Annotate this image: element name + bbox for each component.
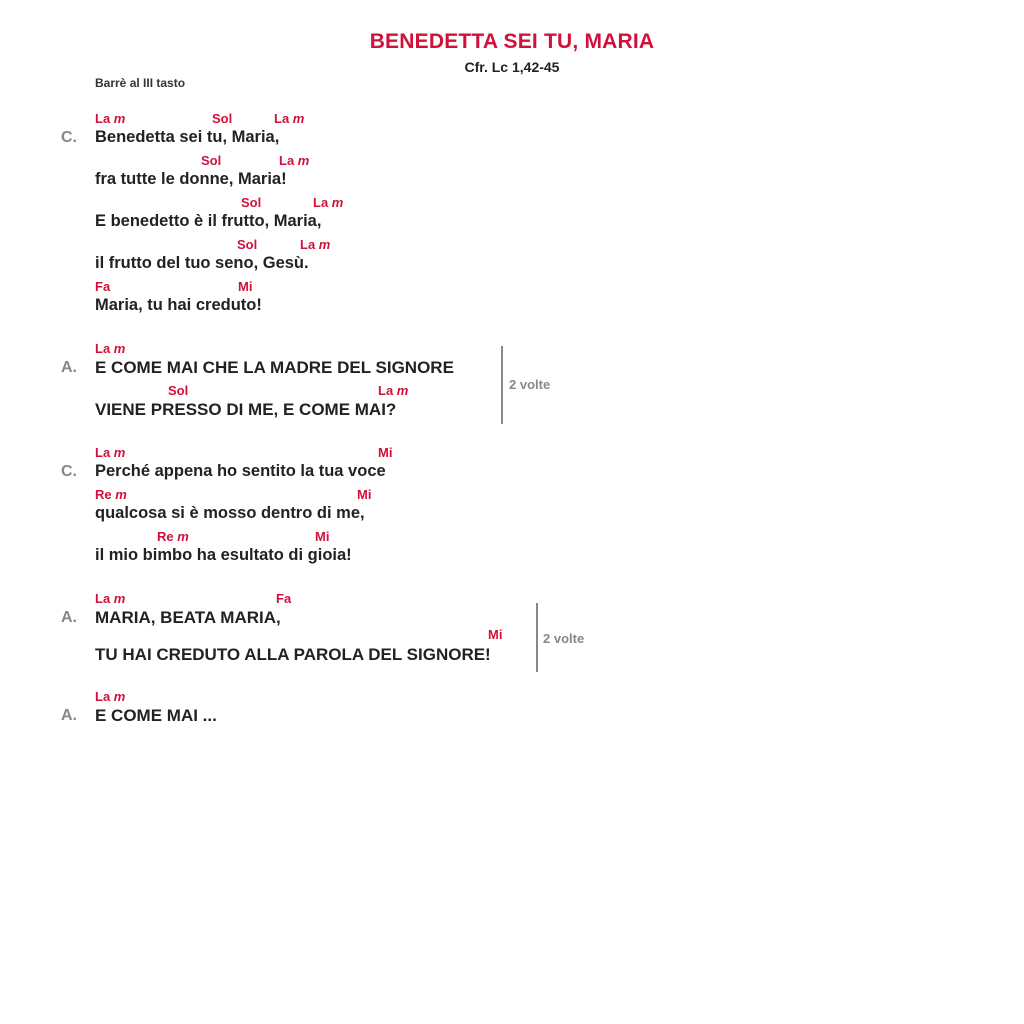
chord-la-minor: La m <box>313 195 344 210</box>
repeat-bracket <box>501 346 503 424</box>
chord-mi: Mi <box>378 445 393 460</box>
chord-fa: Fa <box>276 591 292 606</box>
chord-re-minor: Re m <box>95 487 127 502</box>
section-marker-assemblea: A. <box>61 707 77 724</box>
lyric-line: Benedetta sei tu, Maria, <box>95 128 280 146</box>
chord-la-minor: La m <box>300 237 331 252</box>
lyric-line: qualcosa si è mosso dentro di me, <box>95 504 365 522</box>
chord-sol: Sol <box>241 195 262 210</box>
lyric-line: E COME MAI CHE LA MADRE DEL SIGNORE <box>95 358 454 377</box>
chord-la-minor: La m <box>95 111 126 126</box>
chord-re-minor: Re m <box>157 529 189 544</box>
lyric-line: MARIA, BEATA MARIA, <box>95 608 281 627</box>
lyric-line: il mio bimbo ha esultato di gioia! <box>95 546 352 564</box>
chord-fa: Fa <box>95 279 111 294</box>
chord-la-minor: La m <box>95 341 126 356</box>
lyric-line: VIENE PRESSO DI ME, E COME MAI? <box>95 400 397 419</box>
lyric-line: Maria, tu hai creduto! <box>95 296 262 314</box>
repeat-label: 2 volte <box>543 631 585 646</box>
song-title: BENEDETTA SEI TU, MARIA <box>369 30 655 53</box>
section-marker-assemblea: A. <box>61 359 77 376</box>
chord-la-minor: La m <box>274 111 305 126</box>
chord-la-minor: La m <box>279 153 310 168</box>
lyric-line: il frutto del tuo seno, Gesù. <box>95 254 309 272</box>
chord-mi: Mi <box>488 627 503 642</box>
chord-la-minor: La m <box>95 591 126 606</box>
song-reference: Cfr. Lc 1,42-45 <box>464 59 560 75</box>
lyric-line: fra tutte le donne, Maria! <box>95 170 287 188</box>
chord-la-minor: La m <box>95 445 126 460</box>
chord-mi: Mi <box>357 487 372 502</box>
section-marker-cantore: C. <box>61 463 77 480</box>
lyric-line: E benedetto è il frutto, Maria, <box>95 212 322 230</box>
repeat-label: 2 volte <box>509 377 551 392</box>
lyric-line: Perché appena ho sentito la tua voce <box>95 462 386 480</box>
chord-sol: Sol <box>212 111 233 126</box>
chord-la-minor: La m <box>95 689 126 704</box>
chord-sol: Sol <box>201 153 222 168</box>
section-marker-assemblea: A. <box>61 609 77 626</box>
lyric-line: TU HAI CREDUTO ALLA PAROLA DEL SIGNORE! <box>95 645 491 664</box>
chord-mi: Mi <box>238 279 253 294</box>
section-marker-cantore: C. <box>61 129 77 146</box>
chord-mi: Mi <box>315 529 330 544</box>
chord-la-minor: La m <box>378 383 409 398</box>
lyric-line: E COME MAI ... <box>95 706 217 725</box>
chord-sol: Sol <box>237 237 258 252</box>
chord-sol: Sol <box>168 383 189 398</box>
repeat-bracket <box>536 603 538 672</box>
capo-note: Barrè al III tasto <box>95 76 186 90</box>
